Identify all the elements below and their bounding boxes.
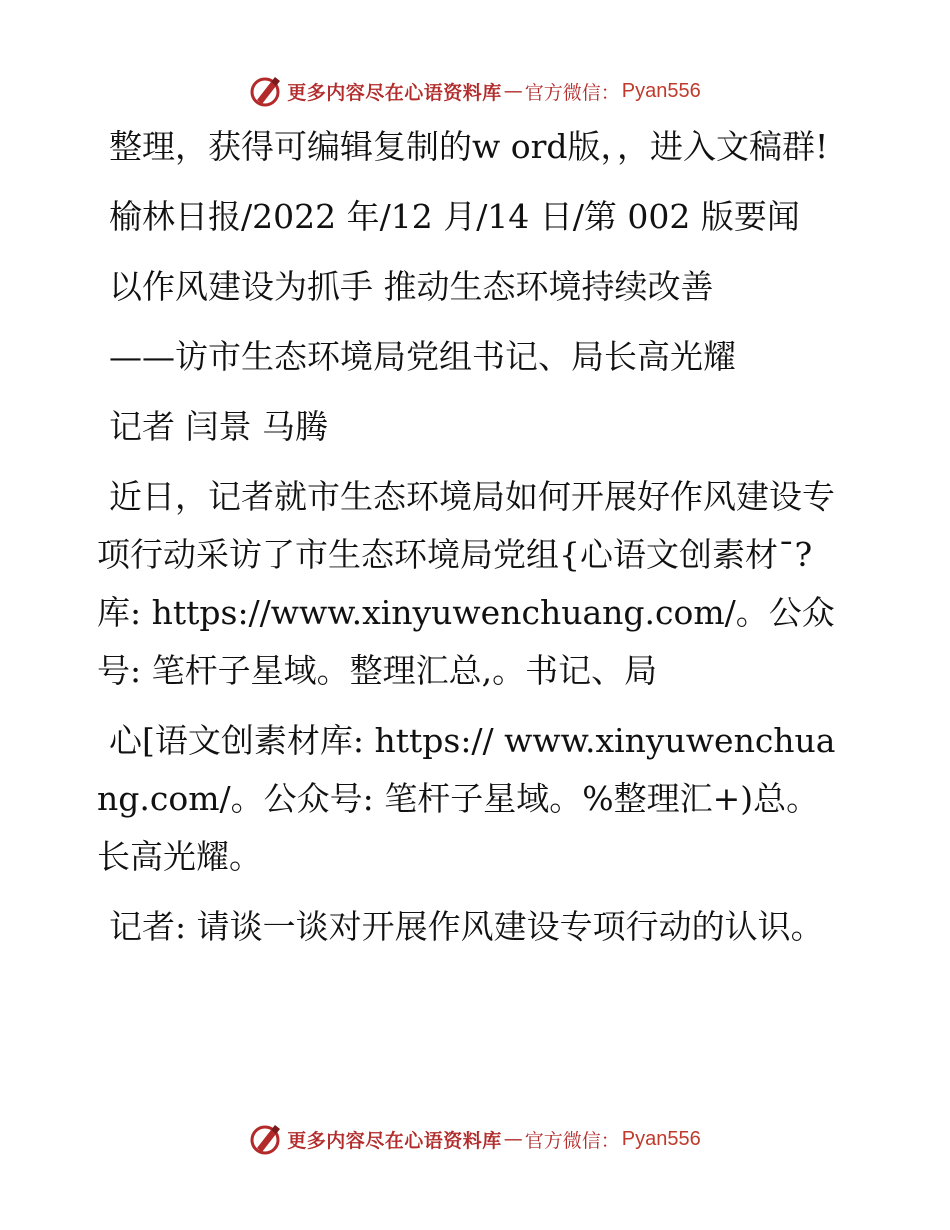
banner-text: 更多内容尽在心语资料库 (287, 1129, 502, 1152)
header-banner (0, 71, 950, 111)
paragraph-question: 记者: 请谈一谈对开展作风建设专项行动的认识。 (109, 907, 824, 946)
paragraph-source: 榆林日报/2022 年/12 月/14 日/第 002 版要闻 (109, 197, 800, 236)
pen-logo-icon (249, 74, 283, 108)
paragraph-body-1: 近日，记者就市生态环境局如何开展好作风建设专项行动采访了市生态环境局党组{心语文创素材¯?库: https://www.xinyuwenchuang.com/。公众号: 笔杆子星域。整理汇总,。书记、局 (97, 477, 835, 690)
banner-wechat-label: 官方微信： (524, 1129, 620, 1152)
banner-separator: — (503, 80, 523, 102)
banner-wechat-id: Pyan556 (621, 1127, 701, 1150)
paragraph-intro: 整理，获得可编辑复制的w ord版，，进入文稿群! (109, 127, 829, 166)
banner-wechat-id: Pyan556 (621, 79, 701, 102)
document-body (97, 118, 837, 968)
article-byline: 记者 闫景 马腾 (109, 407, 328, 446)
pen-logo-icon (249, 1122, 283, 1156)
footer-banner (0, 1119, 950, 1159)
article-title: 以作风建设为抓手 推动生态环境持续改善 (109, 267, 714, 306)
banner-text: 更多内容尽在心语资料库 (287, 81, 502, 104)
banner-separator: — (503, 1128, 523, 1150)
banner-wechat-label: 官方微信： (524, 81, 620, 104)
paragraph-body-2: 心[语文创素材库: https:// www.xinyuwenchuang.com/。公众号: 笔杆子星域。%整理汇+)总。长高光耀。 (97, 721, 836, 876)
article-subtitle: ——访市生态环境局党组书记、局长高光耀 (109, 337, 736, 376)
